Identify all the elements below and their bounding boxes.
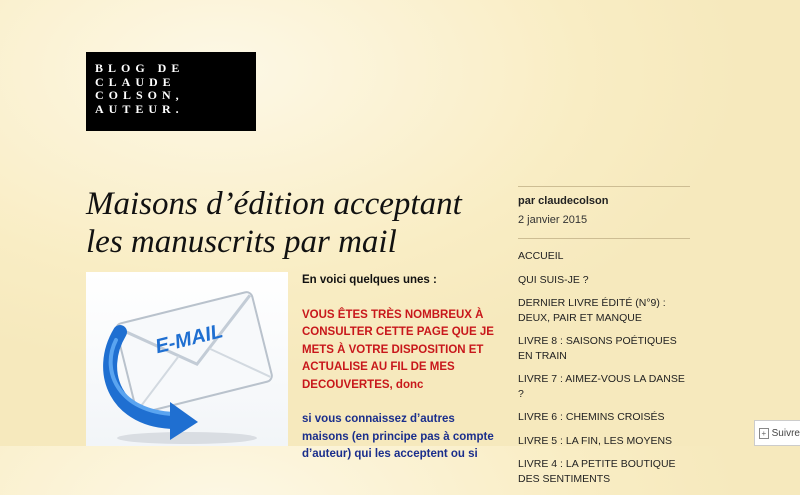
envelope-icon	[86, 272, 288, 446]
blog-logo[interactable]: BLOG DE CLAUDE COLSON, AUTEUR.	[86, 52, 256, 131]
author[interactable]: par claudecolson	[518, 195, 609, 207]
menu-item-livre-5[interactable]: LIVRE 5 : LA FIN, LES MOYENS	[518, 434, 673, 447]
menu-item-qui-suis-je[interactable]: QUI SUIS-JE ?	[518, 273, 589, 286]
menu-item-accueil[interactable]: ACCUEIL	[518, 250, 564, 262]
notice-text: VOUS ÊTES TRÈS NOMBREUX À CONSULTER CETTE PAGE QUE JE METS À VOTRE DISPOSITION ET ACTUALISE AU FIL DE MES DECOUVERTES, donc	[302, 308, 494, 391]
plus-icon: +	[759, 428, 769, 439]
menu-item-livre-7[interactable]: LIVRE 7 : AIMEZ-VOUS LA DANSE ?	[518, 373, 685, 400]
post-content	[302, 272, 494, 464]
menu-item-livre-4[interactable]: LIVRE 4 : LA PETITE BOUTIQUE DES SENTIMENTS	[518, 458, 676, 485]
email-image	[86, 272, 288, 446]
email-label: E-MAIL	[153, 320, 226, 359]
menu-item-livre-6[interactable]: LIVRE 6 : CHEMINS CROISÉS	[518, 411, 665, 423]
follow-label: Suivre	[771, 427, 800, 439]
request-text: si vous connaissez d’autres maisons (en principe pas à compte d’auteur) qui les acceptent ou si	[302, 413, 494, 460]
post-date[interactable]: 2 janvier 2015	[518, 214, 588, 226]
menu-item-livre-8[interactable]: LIVRE 8 : SAISONS POÉTIQUES EN TRAIN	[518, 335, 677, 362]
post-title: Maisons d’édition acceptant les manuscrits par mail	[86, 186, 462, 260]
menu-item-dernier-livre[interactable]: DERNIER LIVRE ÉDITÉ (N°9) : DEUX, PAIR ET MANQUE	[518, 297, 666, 324]
sidebar-menu	[518, 238, 690, 495]
post-meta	[518, 186, 690, 226]
intro-text: En voici quelques unes :	[302, 274, 437, 286]
follow-button[interactable]	[754, 420, 800, 446]
